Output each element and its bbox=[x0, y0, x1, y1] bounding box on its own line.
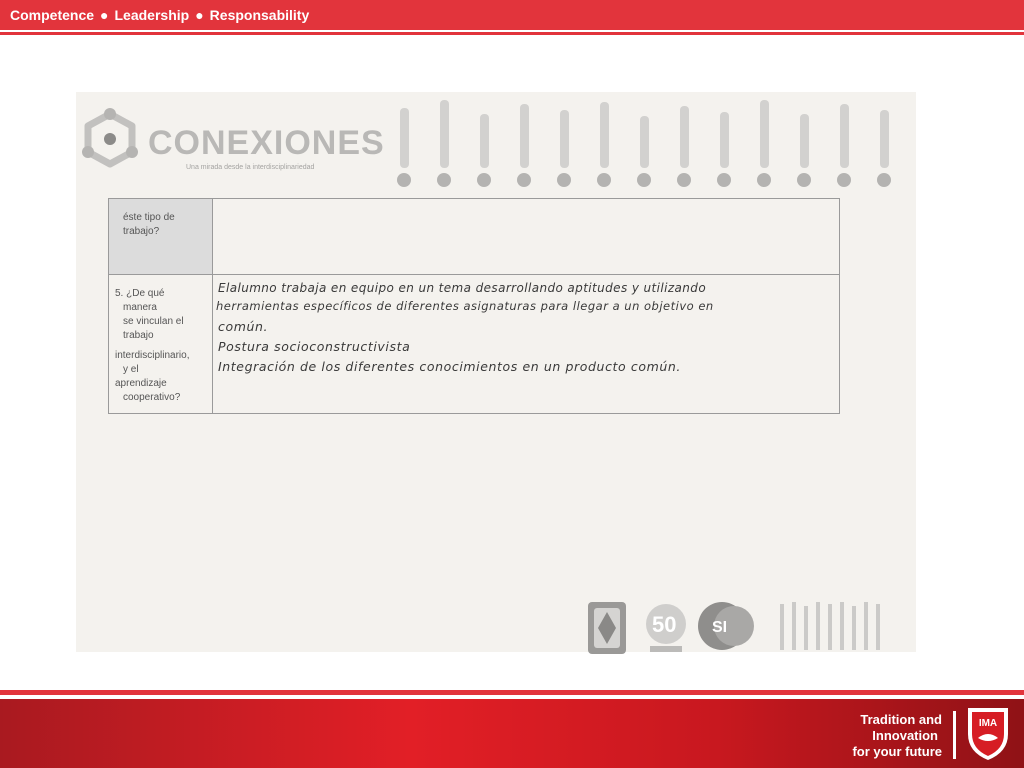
stripes-logo bbox=[780, 602, 880, 650]
conexiones-wordmark: CONEXIONES bbox=[148, 124, 385, 162]
handwritten-answer-line: herramientas específicos de diferentes asignaturas para llegar a un objetivo en bbox=[216, 299, 714, 313]
tagline-line: for your future bbox=[852, 744, 942, 759]
tagline bbox=[852, 712, 942, 760]
question-line: aprendizaje bbox=[115, 378, 167, 389]
question-line: 5. ¿De qué bbox=[115, 288, 165, 299]
top-banner bbox=[0, 0, 1024, 30]
svg-text:SI: SI bbox=[712, 619, 728, 636]
shield-text: IMA bbox=[978, 718, 998, 729]
header-value-competence: Competence bbox=[10, 7, 95, 23]
header-separator: ● bbox=[100, 7, 109, 23]
question-line: trabajo bbox=[123, 330, 154, 341]
question-line: y el bbox=[123, 364, 139, 375]
answer-cell bbox=[214, 275, 839, 413]
svg-text:50: 50 bbox=[652, 612, 677, 637]
conexiones-subtitle: Una mirada desde la interdisciplinariedad bbox=[186, 164, 315, 171]
handwritten-answer-line: Postura socioconstructivista bbox=[218, 339, 411, 354]
header-values bbox=[10, 7, 309, 23]
ima-shield-logo bbox=[964, 704, 1012, 762]
header-value-leadership: Leadership bbox=[114, 7, 190, 23]
header-value-responsability: Responsability bbox=[209, 7, 310, 23]
handwritten-answer-line: común. bbox=[218, 319, 269, 334]
question-line: cooperativo? bbox=[123, 392, 181, 403]
decorative-dots-pattern bbox=[396, 100, 896, 190]
answer-cell bbox=[214, 199, 839, 274]
table-row bbox=[109, 275, 839, 413]
table-row bbox=[109, 199, 839, 275]
question-cell bbox=[109, 275, 213, 413]
header-separator: ● bbox=[195, 7, 204, 23]
50-years-logo bbox=[646, 604, 686, 652]
question-line: se vinculan el bbox=[123, 316, 184, 327]
questionnaire-table bbox=[108, 198, 840, 414]
conexiones-logo bbox=[76, 104, 385, 174]
tagline-divider bbox=[953, 711, 956, 759]
tagline-line: Innovation bbox=[872, 728, 938, 743]
tagline-line: Tradition and bbox=[860, 712, 942, 727]
bottom-divider bbox=[0, 690, 1024, 695]
handwritten-answer-line: Elalumno trabaja en equipo en un tema desarrollando aptitudes y utilizando bbox=[218, 281, 707, 295]
handwritten-answer-line: Integración de los diferentes conocimientos en un producto común. bbox=[218, 359, 681, 374]
si-unam-logo bbox=[698, 602, 754, 650]
unam-seal-logo bbox=[588, 602, 626, 654]
question-line: manera bbox=[123, 302, 157, 313]
question-line: interdisciplinario, bbox=[115, 350, 190, 361]
question-line: trabajo? bbox=[123, 226, 160, 237]
question-cell bbox=[109, 199, 213, 274]
scanned-document bbox=[76, 92, 916, 652]
question-line: éste tipo de bbox=[123, 212, 175, 223]
top-divider bbox=[0, 32, 1024, 35]
conexiones-molecule-icon bbox=[82, 108, 138, 170]
institution-logos bbox=[584, 600, 884, 656]
